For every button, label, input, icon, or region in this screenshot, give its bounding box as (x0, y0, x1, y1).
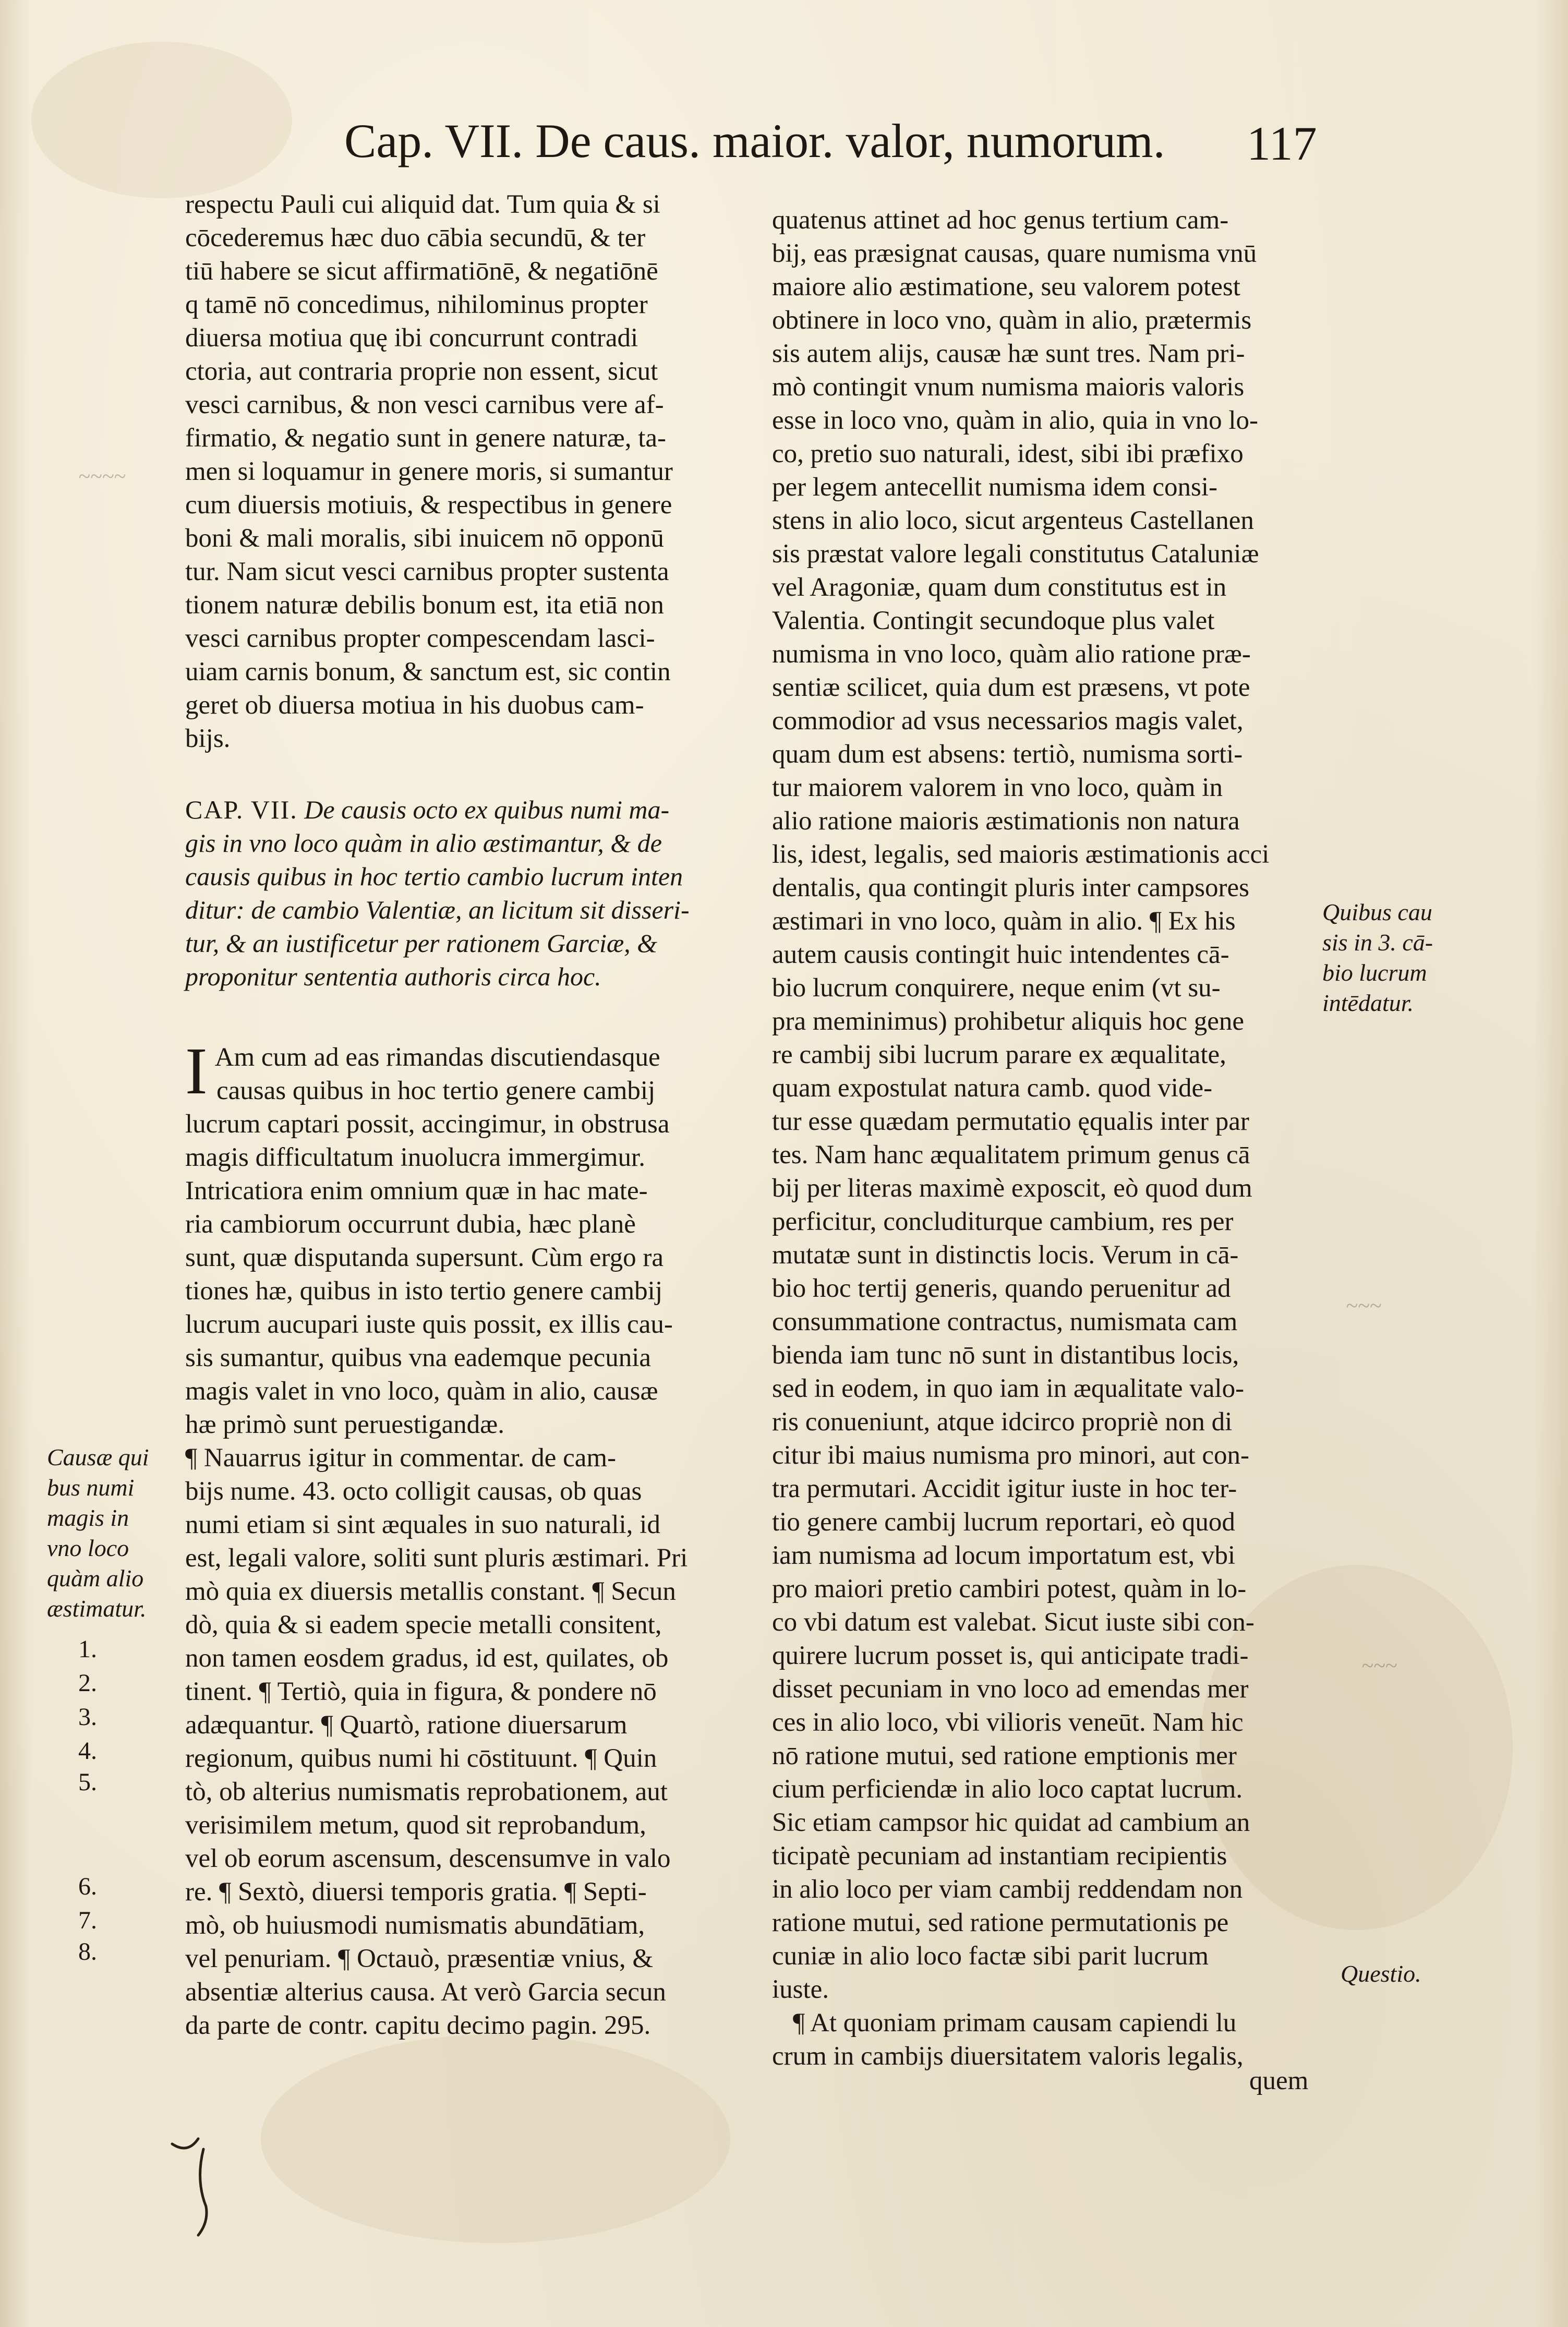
catchword: quem (1249, 2066, 1309, 2095)
running-header: Cap. VII. De caus. maior. valor, numorum. (344, 114, 1165, 167)
text-line: bio lucrum conquirere, neque enim (vt su- (772, 973, 1221, 1003)
text-line: ratione mutui, sed ratione permutationis pe (772, 1908, 1229, 1937)
text-line: mò contingit vnum numisma maioris valoris (772, 372, 1245, 402)
text-line: ctoria, aut contraria proprie non essent, sicut (185, 357, 658, 386)
text-line: stens in alio loco, sicut argenteus Castellanen (772, 506, 1254, 535)
text-line: tur esse quædam permutatio ęqualis inter par (772, 1107, 1249, 1136)
text-line: ris conueniunt, atque idcirco propriè non di (772, 1407, 1233, 1437)
text-line: magis difficultatum inuolucra immergimur. (185, 1143, 645, 1172)
text-line: men si loquamur in genere moris, si sumantur (185, 457, 673, 486)
text-line: lis, idest, legalis, sed maioris æstimationis acci (772, 840, 1270, 869)
chapter-summary-line: causis quibus in hoc tertio cambio lucrum inten (185, 862, 683, 891)
text-line: perficitur, concluditurque cambium, res per (772, 1207, 1234, 1236)
text-line: co, pretio suo naturali, idest, sibi ibi præfixo (772, 439, 1244, 468)
text-line: commodior ad vsus necessarios magis valet, (772, 706, 1244, 736)
text-line: adæquantur. ¶ Quartò, ratione diuersarum (185, 1710, 628, 1740)
chapter-summary-line: ditur: de cambio Valentiæ, an licitum sit disseri- (185, 895, 690, 924)
text-line: cum diuersis motiuis, & respectibus in genere (185, 490, 672, 520)
margin-note-line: Quibus cau (1322, 899, 1432, 925)
margin-note-line: magis in (47, 1504, 129, 1531)
text-line: tes. Nam hanc æqualitatem primum genus cā (772, 1140, 1250, 1169)
text-line: bij, eas præsignat causas, quare numisma vnū (772, 239, 1257, 268)
text-line: numisma in vno loco, quàm alio ratione præ- (772, 640, 1251, 669)
paper-stain (31, 42, 292, 198)
bleed-through-text: ~~~ (1346, 1294, 1382, 1318)
chapter-summary-line: gis in vno loco quàm in alio æstimantur, & de (185, 828, 662, 858)
margin-number: 5. (78, 1768, 97, 1796)
margin-note-line: quàm alio (47, 1565, 144, 1591)
chapter-heading (185, 793, 759, 993)
text-line: per legem antecellit numisma idem consi- (772, 473, 1217, 502)
text-line: ria cambiorum occurrunt dubia, hæc planè (185, 1210, 636, 1239)
paper-stain (261, 2034, 730, 2243)
text-line: Valentia. Contingit secundoque plus valet (772, 606, 1215, 635)
text-line: cuniæ in alio loco factæ sibi parit lucrum (772, 1942, 1209, 1971)
text-line: Sic etiam campsor hic quidat ad cambium an (772, 1808, 1250, 1837)
text-line: pra meminimus) prohibetur aliquis hoc gene (772, 1007, 1245, 1036)
text-line: iuste. (772, 1975, 829, 2004)
text-line: lucrum aucupari iuste quis possit, ex illis cau- (185, 1310, 673, 1339)
text-line: ces in alio loco, vbi vilioris veneūt. Nam hic (772, 1708, 1244, 1737)
margin-note-line: bus numi (47, 1474, 135, 1501)
chapter-summary-line: proponitur sententia authoris circa hoc. (185, 962, 601, 991)
text-line: quam dum est absens: tertiò, numisma sorti- (772, 740, 1243, 769)
chapter-summary-line: tur, & an iustificetur per rationem Garciæ, & (185, 929, 658, 958)
margin-number: 1. (78, 1635, 97, 1663)
text-line: tur maiorem valorem in vno loco, quàm in (772, 773, 1223, 802)
text-line: geret ob diuersa motiua in his duobus cam- (185, 691, 644, 720)
text-line: vel penuriam. ¶ Octauò, præsentiæ vnius, & (185, 1944, 654, 1973)
text-line: bij per literas maximè exposcit, eò quod dum (772, 1174, 1252, 1203)
text-line: dentalis, qua contingit pluris inter campsores (772, 873, 1249, 902)
text-line: ¶ At quoniam primam causam capiendi lu (793, 2008, 1237, 2037)
text-line: tinent. ¶ Tertiò, quia in figura, & pondere nō (185, 1677, 657, 1706)
text-line: quatenus attinet ad hoc genus tertium cam- (772, 206, 1229, 235)
text-line: alio ratione maioris æstimationis non natura (772, 806, 1240, 836)
text-line: consummatione contractus, numismata cam (772, 1307, 1238, 1336)
text-line: diuersa motiua quę ibi concurrunt contradi (185, 323, 638, 353)
margin-note-line: bio lucrum (1322, 959, 1427, 986)
text-line: sis præstat valore legali constitutus Cataluniæ (772, 539, 1259, 569)
text-line: causas quibus in hoc tertio genere cambij (216, 1076, 656, 1105)
margin-number: 6. (78, 1873, 97, 1900)
text-line: respectu Pauli cui aliquid dat. Tum quia & si (185, 190, 660, 219)
text-line: tò, ob alterius numismatis reprobationem, aut (185, 1777, 668, 1806)
text-line: pro maiori pretio cambiri potest, quàm in lo- (772, 1574, 1247, 1603)
text-line: co vbi datum est valebat. Sicut iuste sibi con- (772, 1608, 1255, 1637)
text-line: quirere lucrum posset is, qui anticipate tradi- (772, 1641, 1249, 1670)
text-line: sentiæ scilicet, quia dum est præsens, vt pote (772, 673, 1250, 702)
chapter-label: CAP. VII. (185, 795, 298, 824)
text-line: mò quia ex diuersis metallis constant. ¶ Secun (185, 1577, 676, 1606)
ink-mark (167, 2133, 230, 2238)
text-line: crum in cambijs diuersitatem valoris legalis, (772, 2042, 1244, 2071)
text-line: vel Aragoniæ, quam dum constitutus est in (772, 573, 1227, 602)
text-line: sed in eodem, in quo iam in æqualitate valo- (772, 1374, 1245, 1403)
text-line: bienda iam tunc nō sunt in distantibus locis, (772, 1341, 1239, 1370)
text-line: magis valet in vno loco, quàm in alio, causæ (185, 1377, 658, 1406)
text-line: bio hoc tertij generis, quando peruenitur ad (772, 1274, 1231, 1303)
text-line: Intricatiora enim omnium quæ in hac mate- (185, 1176, 648, 1205)
text-line: mutatæ sunt in distinctis locis. Verum in cā- (772, 1240, 1239, 1270)
text-line: uiam carnis bonum, & sanctum est, sic contin (185, 657, 671, 686)
margin-note-left (47, 1442, 149, 1624)
text-line: verisimilem metum, quod sit reprobandum, (185, 1811, 646, 1840)
text-line: vesci carnibus, & non vesci carnibus vere af- (185, 390, 664, 419)
text-line: regionum, quibus numi hi cōstituunt. ¶ Quin (185, 1744, 657, 1773)
margin-note-line: sis in 3. cā- (1322, 929, 1433, 956)
text-line: citur ibi maius numisma pro minori, aut con- (772, 1441, 1250, 1470)
text-line: tur. Nam sicut vesci carnibus propter sustenta (185, 557, 669, 586)
text-line: tra permutari. Accidit igitur iuste in hoc ter- (772, 1474, 1237, 1503)
text-line: vel ob eorum ascensum, descensumve in valo (185, 1844, 671, 1873)
text-line: maiore alio æstimatione, seu valorem potest (772, 272, 1240, 302)
text-line: tiones hæ, quibus in isto tertio genere cambij (185, 1276, 663, 1306)
text-line: tiū habere se sicut affirmatiōnē, & negatiōnē (185, 257, 658, 286)
margin-number: 7. (78, 1907, 97, 1934)
text-line: bijs. (185, 724, 231, 753)
text-line: sis sumantur, quibus vna eademque pecunia (185, 1343, 652, 1372)
right-column (772, 203, 1325, 2073)
text-line: re. ¶ Sextò, diuersi temporis gratia. ¶ Septi- (185, 1877, 647, 1907)
bleed-through-text: ~~~ (1361, 1654, 1397, 1678)
text-line: sunt, quæ disputanda supersunt. Cùm ergo ra (185, 1243, 664, 1272)
chapter-summary-line: De causis octo ex quibus numi ma- (304, 795, 670, 824)
text-line: tio genere cambij lucrum reportari, eò quod (772, 1508, 1235, 1537)
bleed-through-text: ~~~~ (78, 465, 126, 489)
text-line: ¶ Nauarrus igitur in commentar. de cam- (185, 1443, 617, 1473)
text-line: ticipatè pecuniam ad instantiam recipientis (772, 1841, 1227, 1871)
text-line: boni & mali moralis, sibi inuicem nō opponū (185, 524, 664, 553)
text-line: da parte de contr. capitu decimo pagin. 295. (185, 2011, 651, 2040)
text-line: firmatio, & negatio sunt in genere naturæ, ta- (185, 424, 666, 453)
text-line: numi etiam si sint æquales in suo naturali, id (185, 1510, 660, 1539)
drop-cap-letter: I (185, 1034, 208, 1108)
margin-number: 3. (78, 1703, 97, 1731)
text-line: lucrum captari possit, accingimur, in obstrusa (185, 1110, 670, 1139)
text-line: sis autem alijs, causæ hæ sunt tres. Nam pri- (772, 339, 1245, 368)
margin-number: 8. (78, 1938, 97, 1966)
text-line: obtinere in loco vno, quàm in alio, prætermis (772, 306, 1252, 335)
margin-note-line: intēdatur. (1322, 990, 1414, 1016)
text-line: quam expostulat natura camb. quod vide- (772, 1074, 1213, 1103)
text-line: absentiæ alterius causa. At verò Garcia secun (185, 1978, 666, 2007)
text-line: non tamen eosdem gradus, id est, quilates, ob (185, 1644, 669, 1673)
left-column-top (185, 188, 749, 755)
text-line: nō ratione mutui, sed ratione emptionis mer (772, 1741, 1237, 1770)
text-line: est, legali valore, soliti sunt pluris æstimari. Pri (185, 1544, 688, 1573)
text-line: q tamē nō concedimus, nihilominus propter (185, 290, 648, 319)
text-line: mò, ob huiusmodi numismatis abundātiam, (185, 1911, 645, 1940)
margin-note-line: Causæ qui (47, 1444, 149, 1470)
text-line: esse in loco vno, quàm in alio, quia in vno lo- (772, 406, 1259, 435)
margin-note-question: Questio. (1341, 1960, 1421, 1987)
margin-note-right (1322, 897, 1433, 1018)
page-number: 117 (1247, 117, 1317, 170)
text-line: cōcederemus hæc duo cābia secundū, & ter (185, 223, 646, 252)
margin-note-line: vno loco (47, 1535, 129, 1561)
text-line: disset pecuniam in vno loco ad emendas mer (772, 1674, 1249, 1704)
text-line: autem causis contingit huic intendentes cā- (772, 940, 1229, 969)
text-line: cium perficiendæ in alio loco captat lucrum. (772, 1775, 1243, 1804)
text-line: iam numisma ad locum importatum est, vbi (772, 1541, 1236, 1570)
text-line: Am cum ad eas rimandas discutiendasque (214, 1043, 660, 1072)
left-column-body (185, 1034, 749, 2042)
margin-note-line: æstimatur. (47, 1595, 147, 1622)
text-line: æstimari in vno loco, quàm in alio. ¶ Ex his (772, 907, 1236, 936)
text-line: vesci carnibus propter compescendam lasci- (185, 624, 655, 653)
text-line: hæ primò sunt peruestigandæ. (185, 1410, 504, 1439)
margin-number: 2. (78, 1669, 97, 1697)
text-line: re cambij sibi lucrum parare ex æqualitate, (772, 1040, 1226, 1069)
text-line: tionem naturæ debilis bonum est, ita etiā non (185, 590, 664, 620)
text-line: dò, quia & si eadem specie metalli consitent, (185, 1610, 662, 1639)
margin-number: 4. (78, 1737, 97, 1765)
text-line: bijs nume. 43. octo colligit causas, ob quas (185, 1477, 642, 1506)
text-line: in alio loco per viam cambij reddendam non (772, 1875, 1243, 1904)
